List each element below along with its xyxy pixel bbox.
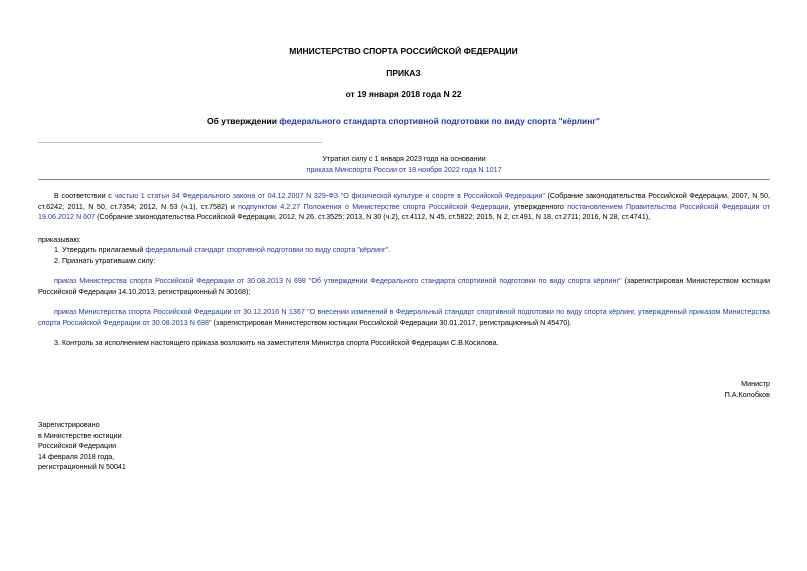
preamble-text-3: , утвержденного bbox=[508, 201, 568, 211]
lost-force-note bbox=[38, 154, 770, 175]
signature-block bbox=[725, 379, 770, 400]
item-2: 2. Признать утратившим силу: bbox=[54, 256, 156, 265]
registration-line-3: Российской Федерации bbox=[38, 441, 117, 451]
registration-block bbox=[38, 420, 126, 473]
doc-type-heading: ПРИКАЗ bbox=[386, 68, 421, 78]
registration-line-5: регистрационный N 50041 bbox=[38, 462, 126, 472]
item-1 bbox=[38, 245, 770, 256]
item-3: 3. Контроль за исполнением настоящего приказа возложить на заместителя Министра спорта Российской Федерации С.В.Косилова. bbox=[54, 338, 499, 347]
preamble-text-4: (Собрание законодательства Российской Федерации, 2012, N 26, ст.3525; 2013, N 30 (ч.2), ст.4112, N 45, ст.5822; 2015, N 2, ст.491, N 18, ст.2711; 2016, N 28, ст.4741), bbox=[95, 212, 651, 222]
repeal-1 bbox=[38, 276, 770, 297]
doc-title-prefix: Об утверждении bbox=[207, 116, 280, 126]
date-number-heading: от 19 января 2018 года N 22 bbox=[345, 89, 462, 99]
signer-name: П.А.Колобков bbox=[724, 389, 770, 399]
preamble-text-1: В соответствии с bbox=[54, 191, 115, 200]
registration-line-4: 14 февраля 2018 года, bbox=[38, 451, 115, 461]
repeal-2 bbox=[38, 307, 770, 328]
signer-position: Министр bbox=[741, 379, 770, 388]
divider-long bbox=[38, 179, 770, 180]
ministry-heading: МИНИСТЕРСТВО СПОРТА РОССИЙСКОЙ ФЕДЕРАЦИИ bbox=[289, 46, 518, 56]
repeal-1-text: (зарегистрирован Министерством юстиции Российской Федерации 14.10.2013, регистрационный N 30168); bbox=[38, 276, 770, 296]
order-698-link[interactable]: приказ Министерства спорта Российской Федерации от 30.08.2013 N 698 "Об утверждении Федерального стандарта спортивной подготовки по виду спорта кёрлинг" bbox=[54, 276, 622, 285]
preamble-text-2: (Собрание законодательства Российской Федерации, 2007, N 50, ст.6242; 2011, N 50, ст.7354; 2012, N 53 (ч.1), ст.7582) и bbox=[38, 191, 770, 211]
government-decree-link[interactable]: постановлением Правительства Российской Федерации от 19.06.2012 N 607 bbox=[38, 201, 770, 222]
registration-line-2: в Министерстве юстиции bbox=[38, 430, 122, 440]
item-1-text: 1. Утвердить прилагаемый bbox=[54, 245, 146, 254]
law-329-link[interactable]: частью 1 статьи 34 Федерального закона от 04.12.2007 N 329-ФЗ "О физической культуре и спорте в Российской Федерации" bbox=[114, 191, 545, 200]
doc-title bbox=[0, 116, 807, 127]
lost-force-text: Утратил силу с 1 января 2023 года на основании bbox=[322, 154, 486, 163]
repeal-2-text: (зарегистрирован Министерством юстиции Российской Федерации 30.01.2017, регистрационный N 45470). bbox=[211, 317, 572, 327]
item-1-end: . bbox=[388, 245, 391, 254]
registration-line-1: Зарегистрировано bbox=[38, 420, 100, 429]
standard-link[interactable]: федеральный стандарт спортивной подготовки по виду спорта "кёрлинг" bbox=[145, 245, 389, 254]
divider-short bbox=[38, 142, 322, 143]
order-word: приказываю: bbox=[38, 235, 81, 244]
lost-force-link[interactable]: приказа Минспорта России от 18 ноября 2022 года N 1017 bbox=[306, 164, 502, 174]
order-1367-link[interactable]: приказ Министерства спорта Российской Федерации от 30.12.2016 N 1367 "О внесении изменений в Федеральный стандарт спортивной подготовки по виду спорта кёрлинг, утвержденный приказом Министерства спорта Российской Федерации от 30.08.2013 N 698" bbox=[38, 307, 770, 327]
regulation-subparagraph-link[interactable]: подпунктом 4.2.27 Положения о Министерстве спорта Российской Федерации bbox=[238, 201, 509, 211]
doc-title-link[interactable]: федерального стандарта спортивной подготовки по виду спорта "кёрлинг" bbox=[279, 116, 600, 126]
preamble-paragraph bbox=[38, 191, 770, 223]
